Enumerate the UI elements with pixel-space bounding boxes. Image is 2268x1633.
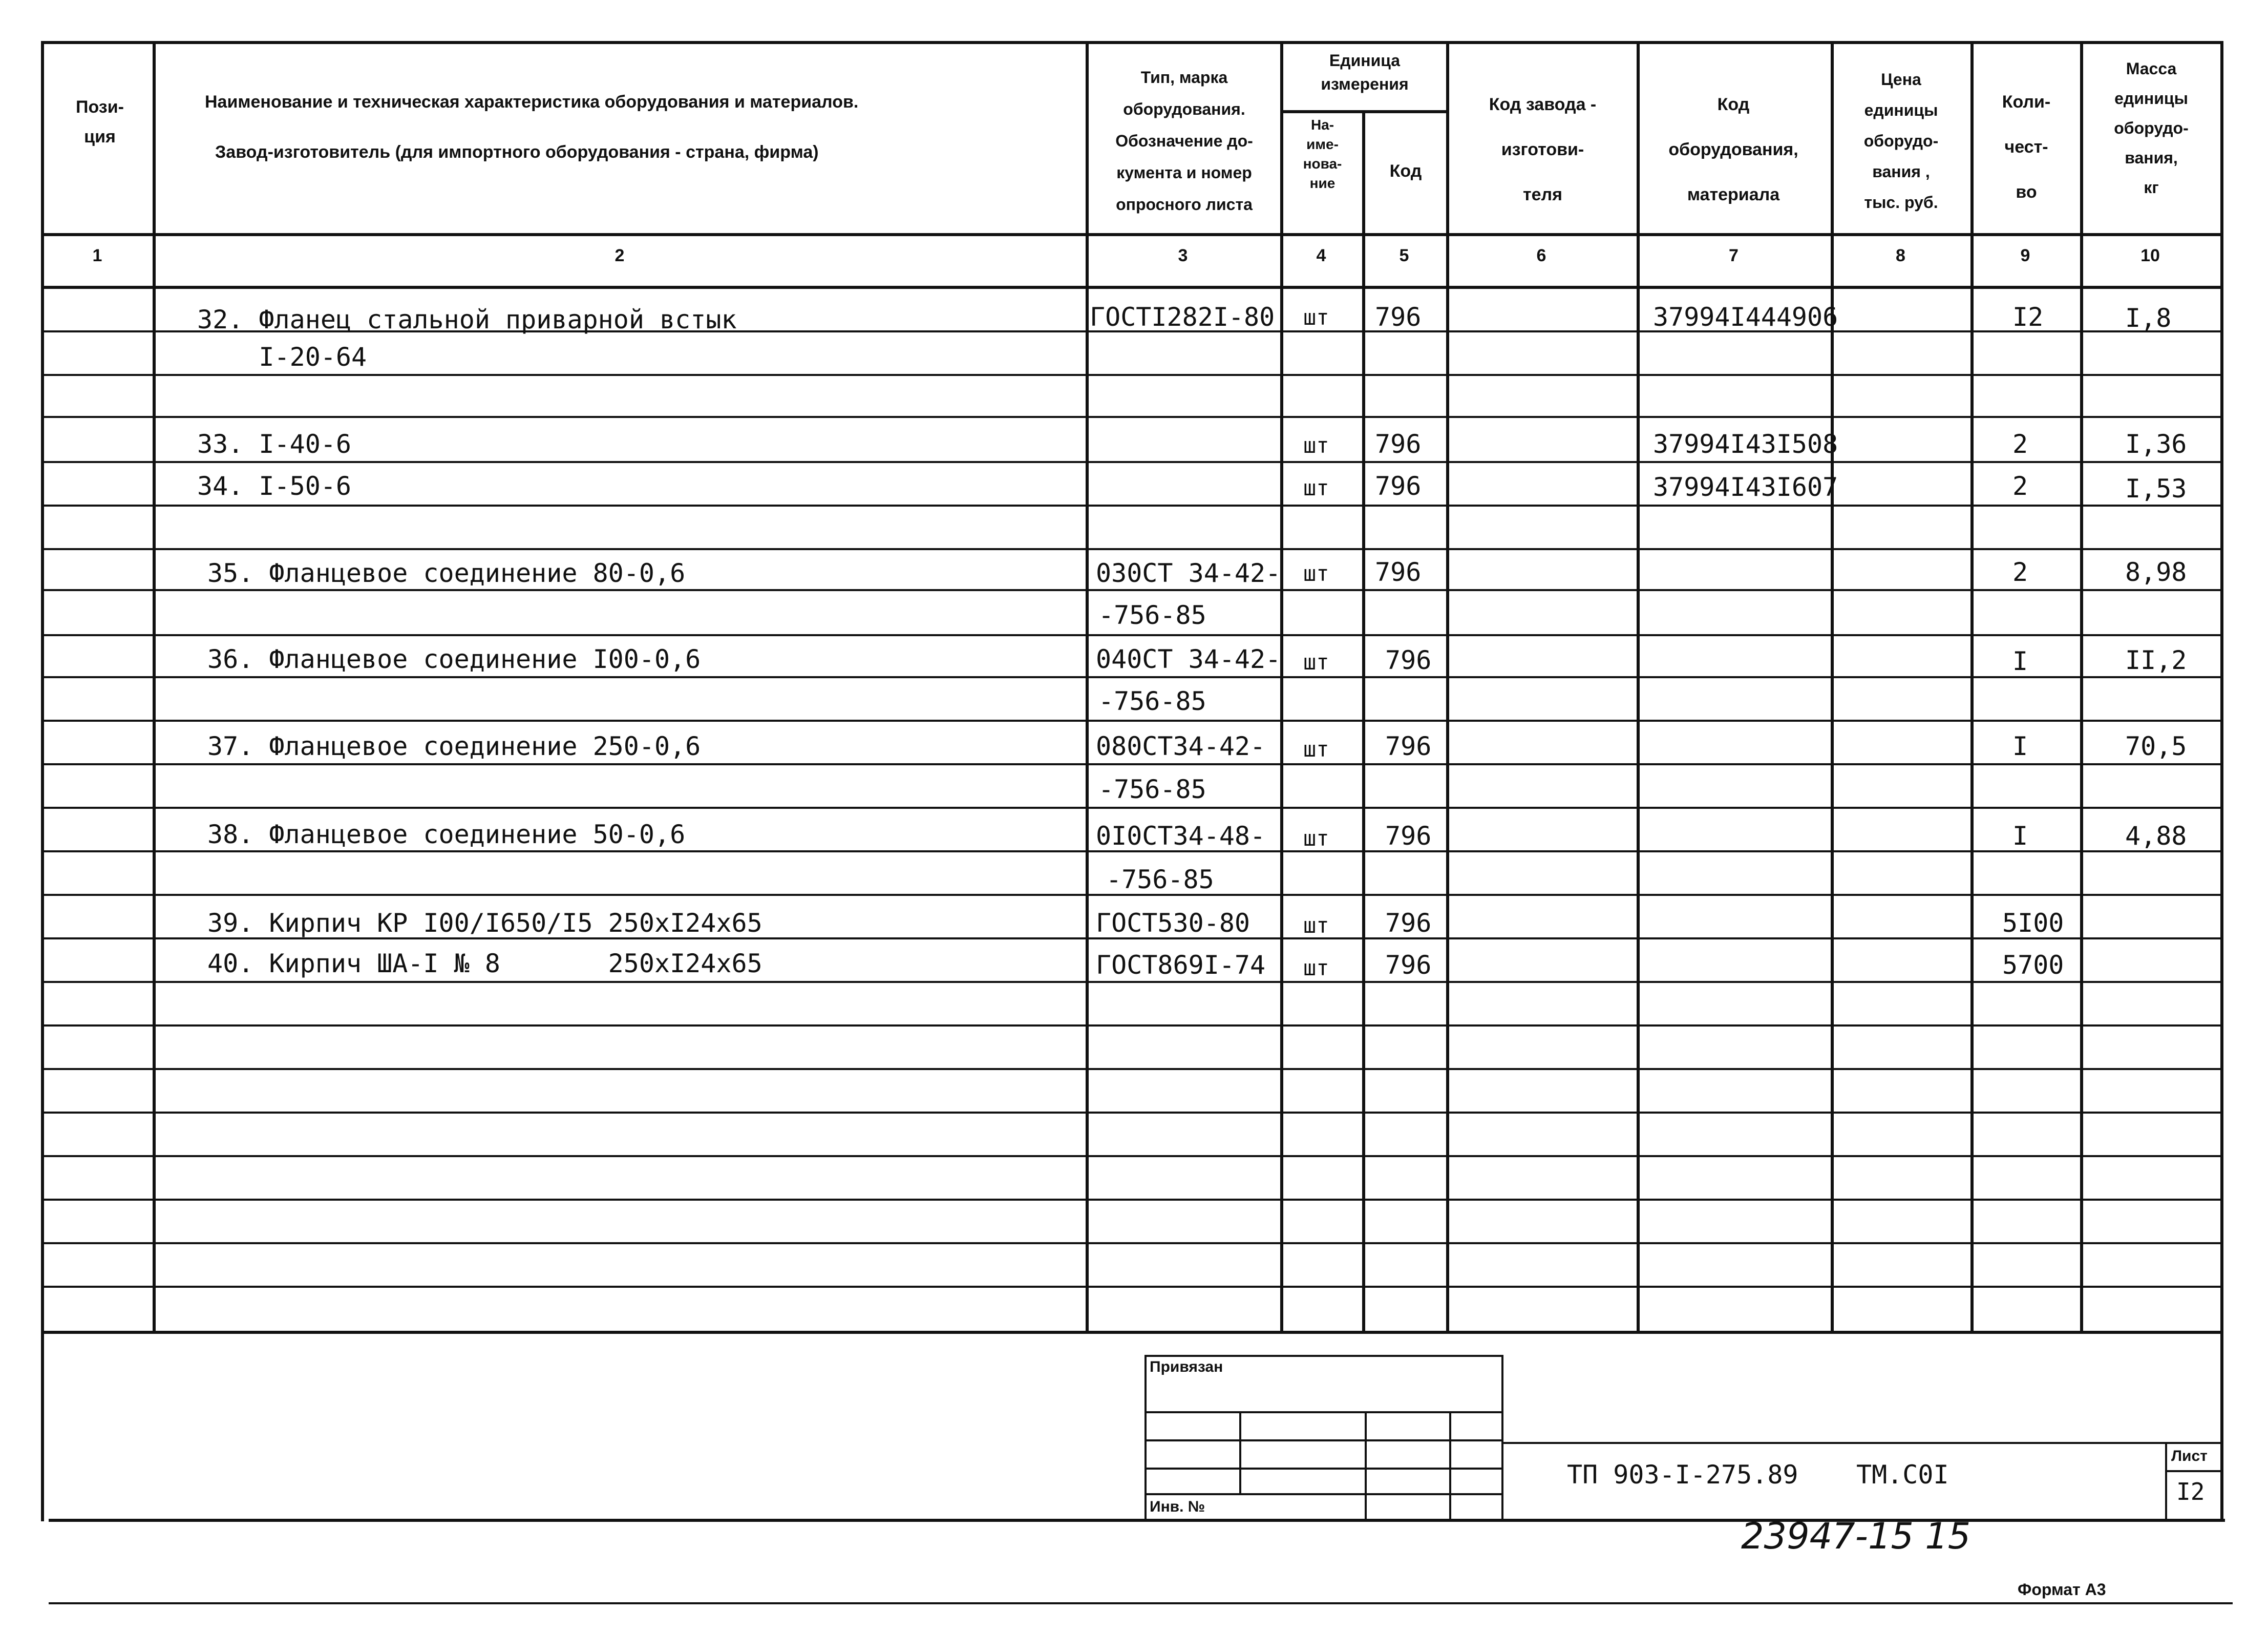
item-name: 36. Фланцевое соединение I00-0,6 (207, 644, 701, 674)
item-type: -756-85 (1098, 600, 1206, 630)
sheet-box-left (2165, 1442, 2167, 1521)
header-unit-name: На- име- нова- ние (1303, 117, 1342, 191)
item-unit-code: 796 (1385, 950, 1432, 980)
header-name-line2: Завод-изготовитель (для импортного оборудования - страна, фирма) (215, 142, 819, 162)
item-mass: II,2 (2125, 645, 2187, 675)
item-mass: I,53 (2125, 474, 2187, 504)
privyazan-label: Привязан (1150, 1358, 1223, 1375)
frame-right (2220, 41, 2223, 1521)
item-material-code: 37994I444906 (1653, 302, 1838, 332)
column-number: 10 (2140, 246, 2160, 265)
document-code: ТП 903-I-275.89 (1567, 1460, 1798, 1490)
col-divider-4 (1362, 110, 1365, 1332)
row-line (41, 1286, 2223, 1288)
row-line (41, 1155, 2223, 1157)
item-quantity: I (2012, 821, 2028, 851)
col-divider-9 (2080, 41, 2083, 1332)
header-bottom-line (41, 233, 2223, 236)
stamp-right (1501, 1355, 1503, 1521)
header-material-code: Код оборудования, материала (1668, 95, 1798, 204)
item-type: 0I0СТ34-48- (1096, 821, 1266, 851)
stamp-top (1144, 1355, 1503, 1357)
item-unit: шт (1303, 826, 1329, 851)
item-unit: шт (1303, 737, 1329, 762)
item-unit-code: 796 (1375, 302, 1422, 332)
row-line (41, 548, 2223, 550)
item-quantity: 2 (2012, 429, 2028, 459)
item-quantity: 2 (2012, 557, 2028, 587)
header-plant-code: Код завода - изготови- теля (1489, 95, 1597, 204)
row-line (41, 1024, 2223, 1027)
item-unit: шт (1303, 955, 1329, 980)
item-name: I-20-64 (197, 342, 367, 372)
item-type: ГОСТ530-80 (1096, 908, 1250, 938)
item-type: 080СТ34-42- (1096, 731, 1266, 761)
col-divider-1 (153, 41, 156, 1332)
stamp-left (1144, 1355, 1147, 1521)
item-unit: шт (1303, 913, 1329, 938)
item-quantity: I2 (2012, 302, 2044, 332)
column-number: 9 (2020, 246, 2030, 265)
item-quantity: 2 (2012, 471, 2028, 501)
format-label: Формат А3 (2018, 1580, 2106, 1599)
header-position: Пози- ция (76, 97, 124, 146)
header-unit-group: Единица измерения (1321, 51, 1409, 93)
item-quantity: 5700 (2002, 950, 2064, 980)
col-divider-2 (1086, 41, 1089, 1332)
column-number: 1 (92, 246, 102, 265)
row-line (41, 981, 2223, 983)
numbers-bottom-line (41, 286, 2223, 289)
col-divider-7 (1831, 41, 1834, 1332)
item-type: -756-85 (1106, 865, 1214, 894)
row-line (41, 1068, 2223, 1070)
item-mass: 70,5 (2125, 731, 2187, 761)
item-unit-code: 796 (1385, 645, 1432, 675)
column-number: 2 (614, 246, 625, 265)
header-name-line1: Наименование и техническая характеристика оборудования и материалов. (205, 92, 859, 112)
item-material-code: 37994I43I508 (1653, 429, 1838, 459)
column-number: 5 (1399, 246, 1409, 265)
item-unit: шт (1303, 561, 1329, 586)
item-name: 40. Кирпич ША-I № 8 250xI24x65 (207, 949, 762, 978)
item-material-code: 37994I43I607 (1653, 472, 1838, 502)
document-mark: ТМ.С0I (1856, 1460, 1949, 1490)
col-divider-8 (1970, 41, 1974, 1332)
row-line (41, 634, 2223, 636)
row-line (41, 1199, 2223, 1201)
header-price: Цена единицы оборудо- вания , тыс. руб. (1863, 70, 1939, 212)
column-number: 7 (1729, 246, 1739, 265)
item-name: 32. Фланец стальной приварной встык (197, 305, 737, 334)
header-mass: Масса единицы оборудо- вания, кг (2114, 59, 2189, 197)
inventory-number-label: Инв. № (1150, 1498, 1205, 1515)
row-line (41, 676, 2223, 678)
sheet-box-divider (2165, 1470, 2221, 1472)
column-number: 8 (1896, 246, 1905, 265)
item-quantity: 5I00 (2002, 908, 2064, 938)
item-unit-code: 796 (1375, 471, 1422, 501)
item-type: 040СТ 34-42- (1096, 644, 1281, 674)
column-number: 6 (1536, 246, 1546, 265)
item-unit-code: 796 (1385, 821, 1432, 851)
row-line (41, 1112, 2223, 1114)
item-unit: шт (1303, 650, 1329, 675)
row-line (41, 720, 2223, 722)
item-mass: I,8 (2125, 303, 2172, 333)
item-mass: 8,98 (2125, 557, 2187, 587)
row-line (41, 589, 2223, 591)
item-name: 34. I-50-6 (197, 471, 352, 501)
item-quantity: I (2012, 731, 2028, 761)
col-divider-3 (1280, 41, 1283, 1332)
header-unit-code: Код (1389, 161, 1422, 181)
title-block-line (1501, 1442, 2223, 1444)
col-divider-6 (1637, 41, 1640, 1332)
row-line (41, 374, 2223, 376)
item-mass: 4,88 (2125, 821, 2187, 851)
stamp-divider (1365, 1411, 1367, 1521)
header-quantity: Коли- чест- во (2002, 92, 2051, 202)
item-quantity: I (2012, 646, 2028, 676)
row-line (41, 416, 2223, 418)
item-unit-code: 796 (1375, 429, 1422, 459)
table-top-border (41, 41, 2223, 44)
item-unit: шт (1303, 305, 1329, 330)
item-unit: шт (1303, 475, 1329, 500)
row-line (41, 505, 2223, 507)
row-line (41, 461, 2223, 463)
item-name: 35. Фланцевое соединение 80-0,6 (207, 558, 686, 588)
item-type: 030СТ 34-42- (1096, 558, 1281, 588)
stamp-divider (1239, 1411, 1241, 1493)
column-number: 4 (1316, 246, 1326, 265)
item-unit-code: 796 (1375, 557, 1422, 587)
item-unit-code: 796 (1385, 908, 1432, 938)
item-name: 33. I-40-6 (197, 429, 352, 459)
col-divider-5 (1446, 41, 1449, 1332)
row-line (41, 1242, 2223, 1244)
item-type: -756-85 (1098, 686, 1206, 716)
row-line (41, 763, 2223, 765)
stamp-divider (1449, 1411, 1451, 1521)
item-unit-code: 796 (1385, 731, 1432, 761)
column-number: 3 (1178, 246, 1188, 265)
header-type: Тип, марка оборудования. Обозначение до- кумента и номер опросного листа (1115, 68, 1253, 214)
sheet-label: Лист (2171, 1448, 2208, 1464)
bottom-rule (49, 1602, 2233, 1604)
item-type: ГОСТI282I-80 (1090, 302, 1275, 332)
row-line (41, 807, 2223, 809)
item-name: 37. Фланцевое соединение 250-0,6 (207, 731, 701, 761)
item-unit: шт (1303, 433, 1329, 458)
table-body-bottom (41, 1331, 2223, 1334)
item-mass: I,36 (2125, 429, 2187, 459)
item-type: ГОСТ869I-74 (1096, 950, 1266, 980)
handwritten-number: 23947-15 15 (1741, 1515, 1971, 1557)
item-name: 39. Кирпич КР I00/I650/I5 250xI24x65 (207, 908, 762, 938)
sheet-number: I2 (2176, 1478, 2205, 1505)
item-name: 38. Фланцевое соединение 50-0,6 (207, 820, 686, 849)
item-type: -756-85 (1098, 774, 1206, 804)
